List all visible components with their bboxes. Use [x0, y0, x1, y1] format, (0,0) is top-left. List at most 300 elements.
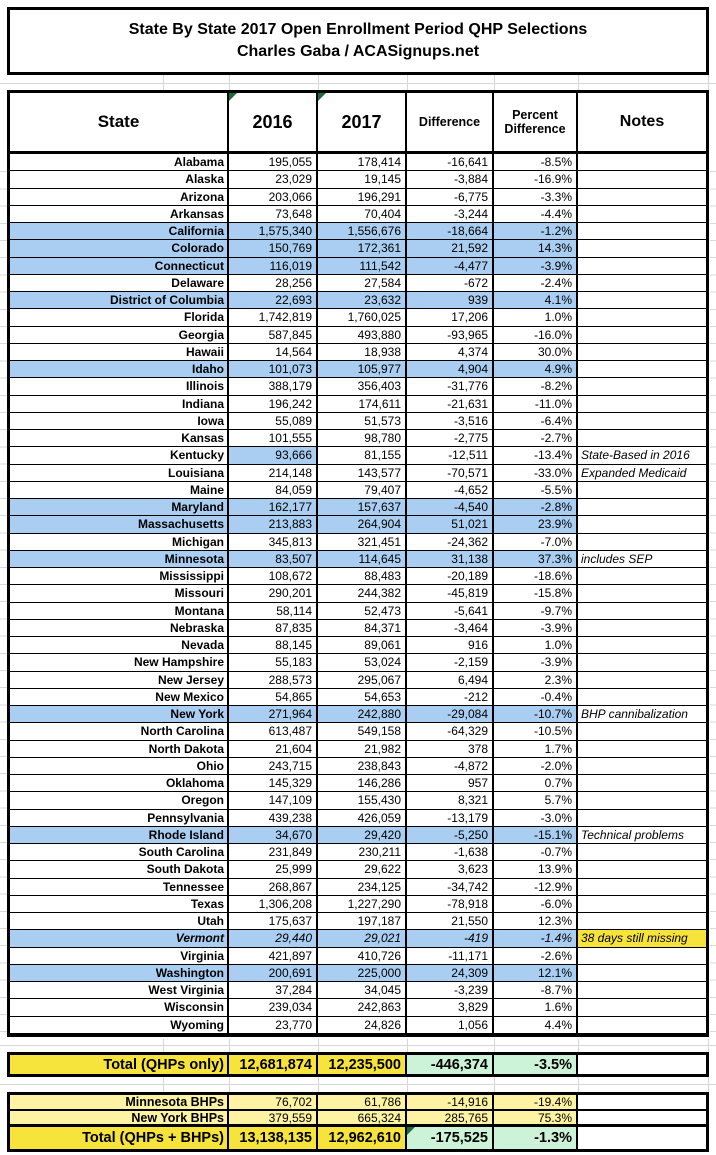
cell-2016[interactable]: 93,666: [229, 447, 318, 464]
cell-2016[interactable]: 290,201: [229, 585, 318, 602]
total-difference[interactable]: -446,374: [407, 1055, 494, 1074]
cell-state[interactable]: Minnesota: [10, 551, 229, 568]
cell-2017[interactable]: 52,473: [318, 603, 407, 620]
cell-difference[interactable]: -4,652: [407, 482, 494, 499]
cell-2017[interactable]: 244,382: [318, 585, 407, 602]
cell-percent-difference[interactable]: 2.3%: [494, 672, 578, 689]
cell-notes[interactable]: [578, 240, 706, 257]
cell-2017[interactable]: 197,187: [318, 913, 407, 930]
cell-notes[interactable]: [578, 861, 706, 878]
cell-state[interactable]: New Mexico: [10, 689, 229, 706]
cell-2017[interactable]: 426,059: [318, 810, 407, 827]
cell-notes[interactable]: includes SEP: [578, 551, 706, 568]
cell-2016[interactable]: 1,306,208: [229, 896, 318, 913]
cell-notes[interactable]: [578, 741, 706, 758]
cell-difference[interactable]: -419: [407, 930, 494, 947]
cell-notes[interactable]: [578, 499, 706, 516]
cell-percent-difference[interactable]: 1.6%: [494, 999, 578, 1016]
cell-notes[interactable]: [578, 344, 706, 361]
cell-2016[interactable]: 439,238: [229, 810, 318, 827]
cell-difference[interactable]: 378: [407, 741, 494, 758]
cell-notes[interactable]: [578, 396, 706, 413]
cell-percent-difference[interactable]: 1.0%: [494, 637, 578, 654]
cell-state[interactable]: New Hampshire: [10, 654, 229, 671]
cell-difference[interactable]: 8,321: [407, 792, 494, 809]
cell-difference[interactable]: -3,884: [407, 171, 494, 188]
cell-percent-difference[interactable]: -8.5%: [494, 154, 578, 171]
cell-percent-difference[interactable]: -3.0%: [494, 810, 578, 827]
cell-percent-difference[interactable]: -2.8%: [494, 499, 578, 516]
total-2017[interactable]: 61,786: [318, 1095, 407, 1111]
cell-difference[interactable]: 3,623: [407, 861, 494, 878]
cell-2016[interactable]: 28,256: [229, 275, 318, 292]
cell-state[interactable]: New York: [10, 706, 229, 723]
cell-state[interactable]: Vermont: [10, 930, 229, 947]
cell-percent-difference[interactable]: 4.1%: [494, 292, 578, 309]
cell-2016[interactable]: 196,242: [229, 396, 318, 413]
cell-2016[interactable]: 23,770: [229, 1017, 318, 1034]
cell-percent-difference[interactable]: -2.0%: [494, 758, 578, 775]
sheet-title-cell[interactable]: [7, 7, 709, 75]
cell-percent-difference[interactable]: 4.9%: [494, 361, 578, 378]
cell-state[interactable]: New Jersey: [10, 672, 229, 689]
cell-percent-difference[interactable]: 14.3%: [494, 240, 578, 257]
cell-2017[interactable]: 225,000: [318, 965, 407, 982]
cell-difference[interactable]: -78,918: [407, 896, 494, 913]
cell-difference[interactable]: 939: [407, 292, 494, 309]
cell-2017[interactable]: 493,880: [318, 327, 407, 344]
cell-percent-difference[interactable]: 1.0%: [494, 309, 578, 326]
total-percent-difference[interactable]: -19.4%: [494, 1095, 578, 1111]
cell-2017[interactable]: 143,577: [318, 465, 407, 482]
cell-percent-difference[interactable]: -15.8%: [494, 585, 578, 602]
total-2016[interactable]: 13,138,135: [229, 1127, 318, 1149]
cell-notes[interactable]: [578, 723, 706, 740]
cell-2016[interactable]: 214,148: [229, 465, 318, 482]
cell-2017[interactable]: 234,125: [318, 879, 407, 896]
cell-2017[interactable]: 81,155: [318, 447, 407, 464]
cell-percent-difference[interactable]: -16.0%: [494, 327, 578, 344]
cell-difference[interactable]: -1,638: [407, 844, 494, 861]
cell-2016[interactable]: 37,284: [229, 982, 318, 999]
cell-state[interactable]: Indiana: [10, 396, 229, 413]
cell-notes[interactable]: [578, 965, 706, 982]
cell-state[interactable]: Washington: [10, 965, 229, 982]
cell-difference[interactable]: -12,511: [407, 447, 494, 464]
cell-percent-difference[interactable]: -0.7%: [494, 844, 578, 861]
total-2016[interactable]: 76,702: [229, 1095, 318, 1111]
cell-2017[interactable]: 18,938: [318, 344, 407, 361]
total-notes[interactable]: [578, 1127, 706, 1149]
cell-difference[interactable]: -3,516: [407, 413, 494, 430]
cell-percent-difference[interactable]: -3.9%: [494, 620, 578, 637]
cell-2016[interactable]: 84,059: [229, 482, 318, 499]
cell-state[interactable]: Massachusetts: [10, 516, 229, 533]
cell-difference[interactable]: -29,084: [407, 706, 494, 723]
cell-2016[interactable]: 288,573: [229, 672, 318, 689]
cell-state[interactable]: Nevada: [10, 637, 229, 654]
cell-notes[interactable]: [578, 654, 706, 671]
cell-state[interactable]: Alaska: [10, 171, 229, 188]
cell-difference[interactable]: -2,159: [407, 654, 494, 671]
cell-percent-difference[interactable]: 23.9%: [494, 516, 578, 533]
cell-state[interactable]: Hawaii: [10, 344, 229, 361]
cell-notes[interactable]: [578, 258, 706, 275]
cell-difference[interactable]: -64,329: [407, 723, 494, 740]
cell-notes[interactable]: [578, 879, 706, 896]
cell-percent-difference[interactable]: -8.2%: [494, 378, 578, 395]
cell-percent-difference[interactable]: -11.0%: [494, 396, 578, 413]
cell-notes[interactable]: [578, 223, 706, 240]
cell-2017[interactable]: 321,451: [318, 534, 407, 551]
cell-2017[interactable]: 549,158: [318, 723, 407, 740]
cell-2016[interactable]: 1,575,340: [229, 223, 318, 240]
cell-notes[interactable]: [578, 171, 706, 188]
cell-state[interactable]: District of Columbia: [10, 292, 229, 309]
cell-difference[interactable]: 4,904: [407, 361, 494, 378]
cell-2017[interactable]: 242,863: [318, 999, 407, 1016]
cell-difference[interactable]: -4,872: [407, 758, 494, 775]
cell-percent-difference[interactable]: -5.5%: [494, 482, 578, 499]
cell-percent-difference[interactable]: -18.6%: [494, 568, 578, 585]
cell-2017[interactable]: 178,414: [318, 154, 407, 171]
cell-difference[interactable]: -212: [407, 689, 494, 706]
cell-percent-difference[interactable]: 12.3%: [494, 913, 578, 930]
cell-2017[interactable]: 114,645: [318, 551, 407, 568]
cell-notes[interactable]: [578, 568, 706, 585]
cell-state[interactable]: Idaho: [10, 361, 229, 378]
cell-percent-difference[interactable]: -7.0%: [494, 534, 578, 551]
cell-state[interactable]: Nebraska: [10, 620, 229, 637]
cell-2016[interactable]: 25,999: [229, 861, 318, 878]
cell-difference[interactable]: 6,494: [407, 672, 494, 689]
cell-difference[interactable]: 21,550: [407, 913, 494, 930]
cell-notes[interactable]: [578, 758, 706, 775]
cell-difference[interactable]: -2,775: [407, 430, 494, 447]
cell-percent-difference[interactable]: -16.9%: [494, 171, 578, 188]
cell-2016[interactable]: 175,637: [229, 913, 318, 930]
cell-2017[interactable]: 295,067: [318, 672, 407, 689]
cell-difference[interactable]: -70,571: [407, 465, 494, 482]
total-notes[interactable]: [578, 1111, 706, 1127]
cell-difference[interactable]: -6,775: [407, 189, 494, 206]
cell-percent-difference[interactable]: -10.7%: [494, 706, 578, 723]
cell-difference[interactable]: 31,138: [407, 551, 494, 568]
cell-difference[interactable]: 3,829: [407, 999, 494, 1016]
cell-difference[interactable]: 24,309: [407, 965, 494, 982]
cell-2017[interactable]: 21,982: [318, 741, 407, 758]
cell-state[interactable]: North Dakota: [10, 741, 229, 758]
column-header-percent-difference[interactable]: Percent Difference: [494, 93, 578, 154]
cell-state[interactable]: South Carolina: [10, 844, 229, 861]
cell-percent-difference[interactable]: 5.7%: [494, 792, 578, 809]
cell-2017[interactable]: 88,483: [318, 568, 407, 585]
cell-notes[interactable]: [578, 982, 706, 999]
cell-notes[interactable]: BHP cannibalization: [578, 706, 706, 723]
cell-percent-difference[interactable]: -3.3%: [494, 189, 578, 206]
cell-difference[interactable]: -18,664: [407, 223, 494, 240]
cell-notes[interactable]: [578, 948, 706, 965]
cell-2017[interactable]: 172,361: [318, 240, 407, 257]
cell-2016[interactable]: 231,849: [229, 844, 318, 861]
cell-2016[interactable]: 29,440: [229, 930, 318, 947]
cell-state[interactable]: North Carolina: [10, 723, 229, 740]
cell-difference[interactable]: 21,592: [407, 240, 494, 257]
cell-percent-difference[interactable]: -4.4%: [494, 206, 578, 223]
total-percent-difference[interactable]: -1.3%: [494, 1127, 578, 1149]
cell-difference[interactable]: 1,056: [407, 1017, 494, 1034]
cell-percent-difference[interactable]: -0.4%: [494, 689, 578, 706]
cell-percent-difference[interactable]: -10.5%: [494, 723, 578, 740]
cell-state[interactable]: Oklahoma: [10, 775, 229, 792]
total-difference[interactable]: -175,525: [407, 1127, 494, 1149]
cell-notes[interactable]: [578, 430, 706, 447]
cell-2016[interactable]: 145,329: [229, 775, 318, 792]
cell-notes[interactable]: [578, 620, 706, 637]
cell-difference[interactable]: 957: [407, 775, 494, 792]
cell-2017[interactable]: 1,556,676: [318, 223, 407, 240]
cell-percent-difference[interactable]: -6.0%: [494, 896, 578, 913]
cell-state[interactable]: Rhode Island: [10, 827, 229, 844]
cell-notes[interactable]: [578, 206, 706, 223]
cell-2017[interactable]: 1,227,290: [318, 896, 407, 913]
cell-notes[interactable]: [578, 603, 706, 620]
cell-difference[interactable]: -4,477: [407, 258, 494, 275]
cell-state[interactable]: Virginia: [10, 948, 229, 965]
cell-2016[interactable]: 34,670: [229, 827, 318, 844]
cell-state[interactable]: Kansas: [10, 430, 229, 447]
cell-2017[interactable]: 1,760,025: [318, 309, 407, 326]
cell-2017[interactable]: 356,403: [318, 378, 407, 395]
cell-notes[interactable]: [578, 896, 706, 913]
total-2017[interactable]: 12,962,610: [318, 1127, 407, 1149]
cell-difference[interactable]: -16,641: [407, 154, 494, 171]
cell-percent-difference[interactable]: -33.0%: [494, 465, 578, 482]
cell-2016[interactable]: 213,883: [229, 516, 318, 533]
column-header-2017[interactable]: 2017: [318, 93, 407, 154]
cell-state[interactable]: Texas: [10, 896, 229, 913]
cell-2016[interactable]: 83,507: [229, 551, 318, 568]
cell-notes[interactable]: [578, 189, 706, 206]
cell-2017[interactable]: 53,024: [318, 654, 407, 671]
cell-difference[interactable]: -3,244: [407, 206, 494, 223]
cell-2017[interactable]: 89,061: [318, 637, 407, 654]
cell-2017[interactable]: 29,622: [318, 861, 407, 878]
cell-2017[interactable]: 29,420: [318, 827, 407, 844]
cell-notes[interactable]: [578, 292, 706, 309]
cell-notes[interactable]: [578, 775, 706, 792]
cell-percent-difference[interactable]: 30.0%: [494, 344, 578, 361]
cell-2016[interactable]: 147,109: [229, 792, 318, 809]
cell-state[interactable]: Connecticut: [10, 258, 229, 275]
cell-percent-difference[interactable]: 13.9%: [494, 861, 578, 878]
cell-2016[interactable]: 55,089: [229, 413, 318, 430]
cell-notes[interactable]: [578, 844, 706, 861]
cell-state[interactable]: South Dakota: [10, 861, 229, 878]
cell-2016[interactable]: 587,845: [229, 327, 318, 344]
cell-2017[interactable]: 264,904: [318, 516, 407, 533]
cell-2016[interactable]: 613,487: [229, 723, 318, 740]
cell-notes[interactable]: [578, 361, 706, 378]
cell-state[interactable]: Arizona: [10, 189, 229, 206]
cell-notes[interactable]: 38 days still missing: [578, 930, 706, 947]
cell-2017[interactable]: 242,880: [318, 706, 407, 723]
cell-2016[interactable]: 162,177: [229, 499, 318, 516]
cell-percent-difference[interactable]: -2.4%: [494, 275, 578, 292]
cell-2016[interactable]: 271,964: [229, 706, 318, 723]
cell-notes[interactable]: [578, 672, 706, 689]
cell-notes[interactable]: [578, 534, 706, 551]
cell-2016[interactable]: 388,179: [229, 378, 318, 395]
total-label[interactable]: Total (QHPs only): [10, 1055, 229, 1074]
cell-2016[interactable]: 1,742,819: [229, 309, 318, 326]
cell-percent-difference[interactable]: -1.2%: [494, 223, 578, 240]
cell-state[interactable]: Mississippi: [10, 568, 229, 585]
cell-state[interactable]: Georgia: [10, 327, 229, 344]
cell-2017[interactable]: 238,843: [318, 758, 407, 775]
cell-difference[interactable]: -45,819: [407, 585, 494, 602]
cell-2016[interactable]: 55,183: [229, 654, 318, 671]
column-header-notes[interactable]: Notes: [578, 93, 706, 154]
cell-percent-difference[interactable]: -12.9%: [494, 879, 578, 896]
cell-difference[interactable]: -672: [407, 275, 494, 292]
cell-notes[interactable]: [578, 482, 706, 499]
cell-2017[interactable]: 196,291: [318, 189, 407, 206]
total-2017[interactable]: 12,235,500: [318, 1055, 407, 1074]
cell-2017[interactable]: 24,826: [318, 1017, 407, 1034]
cell-2016[interactable]: 345,813: [229, 534, 318, 551]
cell-percent-difference[interactable]: 1.7%: [494, 741, 578, 758]
cell-2016[interactable]: 87,835: [229, 620, 318, 637]
cell-notes[interactable]: [578, 309, 706, 326]
cell-difference[interactable]: -20,189: [407, 568, 494, 585]
cell-notes[interactable]: [578, 913, 706, 930]
cell-state[interactable]: Wyoming: [10, 1017, 229, 1034]
cell-state[interactable]: Kentucky: [10, 447, 229, 464]
cell-state[interactable]: Maine: [10, 482, 229, 499]
cell-notes[interactable]: [578, 275, 706, 292]
cell-2016[interactable]: 268,867: [229, 879, 318, 896]
cell-2016[interactable]: 58,114: [229, 603, 318, 620]
cell-2016[interactable]: 101,073: [229, 361, 318, 378]
total-label[interactable]: Minnesota BHPs: [10, 1095, 229, 1111]
total-label[interactable]: Total (QHPs + BHPs): [10, 1127, 229, 1149]
cell-state[interactable]: Arkansas: [10, 206, 229, 223]
cell-2017[interactable]: 410,726: [318, 948, 407, 965]
cell-percent-difference[interactable]: 37.3%: [494, 551, 578, 568]
cell-percent-difference[interactable]: -3.9%: [494, 654, 578, 671]
total-difference[interactable]: 285,765: [407, 1111, 494, 1127]
cell-state[interactable]: Utah: [10, 913, 229, 930]
cell-notes[interactable]: [578, 516, 706, 533]
total-notes[interactable]: [578, 1095, 706, 1111]
cell-percent-difference[interactable]: -3.9%: [494, 258, 578, 275]
cell-state[interactable]: Colorado: [10, 240, 229, 257]
cell-state[interactable]: Oregon: [10, 792, 229, 809]
cell-2017[interactable]: 111,542: [318, 258, 407, 275]
cell-2017[interactable]: 105,977: [318, 361, 407, 378]
cell-2016[interactable]: 108,672: [229, 568, 318, 585]
cell-notes[interactable]: [578, 327, 706, 344]
cell-2016[interactable]: 200,691: [229, 965, 318, 982]
cell-2016[interactable]: 203,066: [229, 189, 318, 206]
cell-difference[interactable]: 4,374: [407, 344, 494, 361]
cell-difference[interactable]: 17,206: [407, 309, 494, 326]
cell-difference[interactable]: 916: [407, 637, 494, 654]
cell-notes[interactable]: [578, 378, 706, 395]
cell-state[interactable]: Missouri: [10, 585, 229, 602]
cell-percent-difference[interactable]: -2.7%: [494, 430, 578, 447]
cell-difference[interactable]: -24,362: [407, 534, 494, 551]
cell-percent-difference[interactable]: -15.1%: [494, 827, 578, 844]
cell-difference[interactable]: -93,965: [407, 327, 494, 344]
column-header-difference[interactable]: Difference: [407, 93, 494, 154]
cell-2016[interactable]: 73,648: [229, 206, 318, 223]
cell-2017[interactable]: 29,021: [318, 930, 407, 947]
cell-state[interactable]: Ohio: [10, 758, 229, 775]
cell-notes[interactable]: [578, 689, 706, 706]
cell-notes[interactable]: [578, 1017, 706, 1034]
cell-state[interactable]: Maryland: [10, 499, 229, 516]
cell-percent-difference[interactable]: 4.4%: [494, 1017, 578, 1034]
cell-2017[interactable]: 84,371: [318, 620, 407, 637]
cell-notes[interactable]: [578, 413, 706, 430]
cell-2016[interactable]: 22,693: [229, 292, 318, 309]
cell-2017[interactable]: 51,573: [318, 413, 407, 430]
cell-2016[interactable]: 243,715: [229, 758, 318, 775]
cell-state[interactable]: Illinois: [10, 378, 229, 395]
cell-2017[interactable]: 174,611: [318, 396, 407, 413]
cell-2016[interactable]: 195,055: [229, 154, 318, 171]
cell-percent-difference[interactable]: -13.4%: [494, 447, 578, 464]
cell-difference[interactable]: -13,179: [407, 810, 494, 827]
cell-2017[interactable]: 23,632: [318, 292, 407, 309]
column-header-state[interactable]: State: [10, 93, 229, 154]
cell-2017[interactable]: 146,286: [318, 775, 407, 792]
cell-notes[interactable]: [578, 792, 706, 809]
cell-difference[interactable]: -34,742: [407, 879, 494, 896]
cell-percent-difference[interactable]: 0.7%: [494, 775, 578, 792]
cell-2017[interactable]: 19,145: [318, 171, 407, 188]
cell-difference[interactable]: -11,171: [407, 948, 494, 965]
cell-2017[interactable]: 230,211: [318, 844, 407, 861]
cell-notes[interactable]: Technical problems: [578, 827, 706, 844]
total-percent-difference[interactable]: 75.3%: [494, 1111, 578, 1127]
cell-state[interactable]: Iowa: [10, 413, 229, 430]
cell-2017[interactable]: 70,404: [318, 206, 407, 223]
cell-2016[interactable]: 116,019: [229, 258, 318, 275]
cell-difference[interactable]: -3,464: [407, 620, 494, 637]
total-difference[interactable]: -14,916: [407, 1095, 494, 1111]
cell-state[interactable]: Delaware: [10, 275, 229, 292]
cell-difference[interactable]: -4,540: [407, 499, 494, 516]
cell-2016[interactable]: 421,897: [229, 948, 318, 965]
cell-percent-difference[interactable]: -6.4%: [494, 413, 578, 430]
cell-notes[interactable]: [578, 999, 706, 1016]
total-percent-difference[interactable]: -3.5%: [494, 1055, 578, 1074]
cell-2016[interactable]: 23,029: [229, 171, 318, 188]
cell-2017[interactable]: 155,430: [318, 792, 407, 809]
cell-percent-difference[interactable]: -8.7%: [494, 982, 578, 999]
cell-2017[interactable]: 54,653: [318, 689, 407, 706]
cell-notes[interactable]: [578, 637, 706, 654]
cell-difference[interactable]: -21,631: [407, 396, 494, 413]
total-2016[interactable]: 379,559: [229, 1111, 318, 1127]
total-2017[interactable]: 665,324: [318, 1111, 407, 1127]
cell-notes[interactable]: [578, 585, 706, 602]
cell-2016[interactable]: 21,604: [229, 741, 318, 758]
total-label[interactable]: New York BHPs: [10, 1111, 229, 1127]
